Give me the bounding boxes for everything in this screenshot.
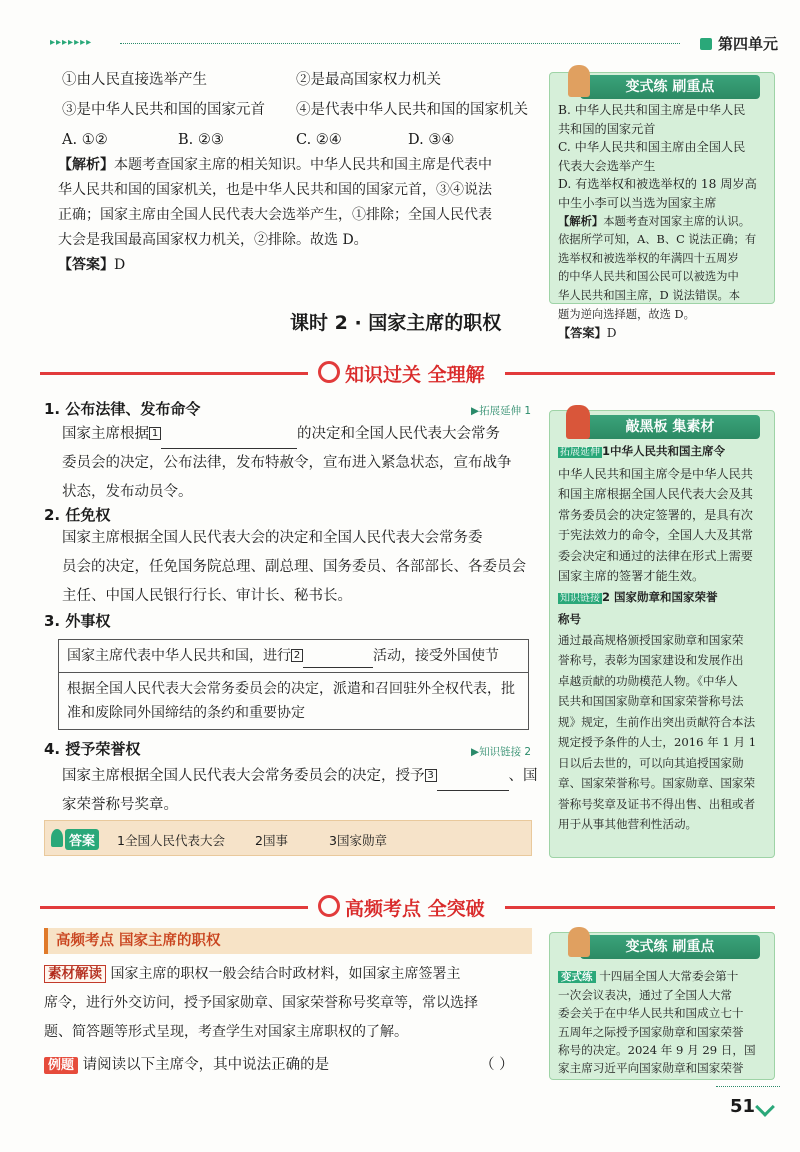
lesson-title: 课时 2 · 国家主席的职权 xyxy=(290,312,502,334)
s4-text: 家荣誉称号奖章。 xyxy=(62,797,178,813)
side-top-lines xyxy=(558,101,773,343)
section-4-tag[interactable]: ▶知识链接 2 xyxy=(471,746,532,758)
analysis-line: 华人民共和国的国家机关，也是中华人民共和国的国家元首，③④说法 xyxy=(58,182,492,198)
side-bottom-lines xyxy=(558,967,772,1077)
answers-label: 答案 xyxy=(65,829,99,850)
side-line: 共和国的国家元首 xyxy=(558,121,656,136)
analysis-label: 【解析】 xyxy=(58,157,114,173)
side-line: D. 有选举权和被选举权的 18 周岁高 xyxy=(558,177,757,192)
material-line: 席令，进行外交访问，授予国家勋章、国家荣誉称号奖章等，常以选择 xyxy=(44,995,478,1011)
example-label: 例题 xyxy=(44,1057,78,1074)
side-line: 称号的决定。2024 年 9 月 29 日，国 xyxy=(558,1042,756,1057)
side-line: 代表大会选举产生 xyxy=(558,158,656,173)
material-line: 国家主席的职权一般会结合时政材料，如国家主席签署主 xyxy=(110,966,461,982)
side-head: 称号 xyxy=(558,612,581,626)
side-line: 卓越贡献的功勋模范人物。《中华人 xyxy=(558,673,738,688)
option-4: ④是代表中华人民共和国的国家机关 xyxy=(296,102,528,118)
analysis-line: 正确；国家主席由全国人民代表大会选举产生，①排除；全国人民代表 xyxy=(58,207,492,223)
section-2-head: 2. 任免权 xyxy=(44,506,111,524)
banner-knowledge: 知识过关 全理解 xyxy=(345,364,485,386)
fill-blank-1[interactable] xyxy=(161,431,297,449)
key-icon xyxy=(51,829,63,847)
key-point-title: 高频考点 国家主席的职权 xyxy=(44,928,532,954)
side-line: 规定授予条件的人士，2016 年 1 月 1 xyxy=(558,735,757,749)
option-2: ②是最高国家权力机关 xyxy=(296,72,441,88)
s2-text: 主任、中国人民银行行长、审计长、秘书长。 xyxy=(62,588,352,604)
variant-tag: 变式练 xyxy=(558,971,596,983)
side-title: 变式练 刷重点 xyxy=(580,935,760,959)
s1-text: 的决定和全国人民代表大会常务 xyxy=(297,426,500,442)
student-figure-icon xyxy=(568,927,590,957)
banner-line-left xyxy=(40,906,308,909)
s3-text: 根据全国人民代表大会常务委员会的决定，派遣和召回驻外全权代表，批 xyxy=(67,681,515,697)
side-line: 民共和国国家勋章和国家荣誉称号法 xyxy=(558,694,744,708)
answer-value: D xyxy=(114,257,126,273)
answer-label: 【答案】 xyxy=(58,257,114,273)
side-analysis-line: 华人民共和国主席，D 说法错误。本 xyxy=(558,288,741,302)
section-4-body xyxy=(62,762,542,820)
side-line: 日以后去世的，可以向其追授国家勋 xyxy=(558,755,744,770)
option-3: ③是中华人民共和国的国家元首 xyxy=(62,102,265,118)
tag-link: 知识链接 xyxy=(560,592,600,604)
side-line: 中生小李可以当选为国家主席 xyxy=(558,195,717,210)
side-practice-box-bottom xyxy=(549,932,775,1080)
s2-text: 员会的决定，任免国务院总理、副总理、国务委员、各部部长、各委员会 xyxy=(62,559,526,575)
banner-line-right xyxy=(505,372,775,375)
side-line: 十四届全国人大常委会第十 xyxy=(599,969,739,983)
knowledge-icon xyxy=(318,361,340,383)
s1-text: 国家主席根据 xyxy=(62,426,149,442)
side-line: B. 中华人民共和国主席是中华人民 xyxy=(558,103,746,117)
side-analysis-line: 题为逆向选择题，故选 D。 xyxy=(558,307,695,321)
page-number: 51 xyxy=(730,1096,756,1117)
side-line: 委会决定和通过的法律在形式上需要 xyxy=(558,548,753,563)
student-figure-icon xyxy=(568,65,590,97)
blank-number: 3 xyxy=(425,769,437,782)
section-1-tag[interactable]: ▶拓展延伸 1 xyxy=(471,405,532,417)
s1-text: 委员会的决定，公布法律，发布特赦令，宣布进入紧急状态，宣布战争 xyxy=(62,455,512,471)
section-3-head: 3. 外事权 xyxy=(44,612,111,630)
material-line: 题、简答题等形式呈现，考查学生对国家主席职权的了解。 xyxy=(44,1024,408,1040)
section-2-body xyxy=(62,524,542,611)
target-icon xyxy=(318,895,340,917)
choice-c: C. ②④ xyxy=(296,132,342,148)
header-divider xyxy=(120,43,680,44)
side-analysis-line: 依据所学可知，A、B、C 说法正确；有 xyxy=(558,233,757,247)
table-row xyxy=(59,640,528,673)
side-head: 2 国家勋章和国家荣誉 xyxy=(602,589,718,604)
blank-number: 1 xyxy=(149,427,161,440)
side-answer-value: D xyxy=(606,326,617,341)
material-label: 素材解读 xyxy=(44,965,106,983)
side-analysis-line: 选举权和被选举权的年满四十五周岁 xyxy=(558,251,739,265)
side-analysis-line: 的中华人民共和国公民可以被选为中 xyxy=(558,270,739,284)
side-line: C. 中华人民共和国主席由全国人民 xyxy=(558,140,746,155)
answer-item-2: 2国事 xyxy=(255,833,288,848)
s3-text: 活动，接受外国使节 xyxy=(373,648,499,664)
banner-high-frequency: 高频考点 全突破 xyxy=(345,898,485,920)
side-line: 章、国家荣誉称号。国家勋章、国家荣 xyxy=(558,776,756,790)
fill-blank-3[interactable] xyxy=(437,773,509,791)
choice-b: B. ②③ xyxy=(178,132,224,148)
side-line: 于宪法效力的命令，全国人大及其常 xyxy=(558,528,753,542)
foreign-affairs-table xyxy=(58,639,529,730)
analysis-line: 大会是我国最高国家权力机关，②排除。故选 D。 xyxy=(58,232,368,248)
choice-d: D. ③④ xyxy=(408,132,455,148)
banner-line-left xyxy=(40,372,308,375)
example-text: 请阅读以下主席令，其中说法正确的是 xyxy=(82,1057,330,1073)
section-1-body xyxy=(62,420,542,507)
answer-paren[interactable]: （ ） xyxy=(480,1057,514,1073)
answer-item-3: 3国家勋章 xyxy=(329,833,387,848)
option-1: ①由人民直接选举产生 xyxy=(62,72,207,88)
material-block xyxy=(44,960,532,1047)
side-line: 誉称号，表彰为国家建设和发展作出 xyxy=(558,653,744,667)
side-line: 国家主席的签署才能生效。 xyxy=(558,569,705,583)
table-row xyxy=(59,673,528,729)
side-line: 一次会议表决，通过了全国人大常 xyxy=(558,988,732,1003)
side-title: 变式练 刷重点 xyxy=(580,75,760,99)
section-4-head: 4. 授予荣誉权 xyxy=(44,740,141,758)
answers-box xyxy=(44,820,532,856)
side-line: 委会关于在中华人民共和国成立七十 xyxy=(558,1006,744,1021)
side-answer-label: 【答案】 xyxy=(558,326,607,341)
side-analysis-label: 【解析】 xyxy=(558,214,604,228)
side-line: 中华人民共和国主席令是中华人民共 xyxy=(558,466,753,481)
s3-text: 国家主席代表中华人民共和国，进行 xyxy=(67,648,291,664)
side-material-box xyxy=(549,410,775,858)
example-row xyxy=(44,1053,329,1074)
side-title: 敲黑板 集素材 xyxy=(580,415,760,439)
s4-text: 、国 xyxy=(508,768,538,784)
header-arrows: ▸▸▸▸▸▸▸ xyxy=(50,37,93,48)
side-line: 规》规定，生前作出突出贡献符合本法 xyxy=(558,714,756,729)
answer-item-1: 1全国人民代表大会 xyxy=(117,833,225,848)
side-analysis-line: 本题考查对国家主席的认识。 xyxy=(603,214,751,228)
banner-line-right xyxy=(505,906,775,909)
teacher-figure-icon xyxy=(566,405,590,439)
side-line: 通过最高规格颁授国家勋章和国家荣 xyxy=(558,632,744,647)
tag-extension: 拓展延伸 xyxy=(560,447,600,458)
side-mid-content xyxy=(558,441,772,835)
s4-text: 国家主席根据全国人民代表大会常务委员会的决定，授予 xyxy=(62,768,425,784)
side-line: 和国主席根据全国人民代表大会及其 xyxy=(558,487,753,501)
side-line: 常务委员会的决定签署的，是具有次 xyxy=(558,507,753,522)
side-line: 五周年之际授予国家勋章和国家荣誉 xyxy=(558,1024,744,1039)
blank-number: 2 xyxy=(291,649,303,662)
s3-text: 准和废除同外国缔结的条约和重要协定 xyxy=(67,705,305,721)
side-line: 用于从事其他营利性活动。 xyxy=(558,817,698,831)
unit-marker-icon xyxy=(700,38,712,50)
s1-text: 状态，发布动员令。 xyxy=(62,484,193,500)
choice-a: A. ①② xyxy=(62,132,108,148)
fill-blank-2[interactable] xyxy=(303,650,373,668)
unit-title: 第四单元 xyxy=(718,35,779,53)
side-practice-box-top xyxy=(549,72,775,341)
s2-text: 国家主席根据全国人民代表大会的决定和全国人民代表大会常务委 xyxy=(62,530,483,546)
side-head: 1中华人民共和国主席令 xyxy=(602,444,726,458)
side-line: 家主席习近平向国家勋章和国家荣誉 xyxy=(558,1061,744,1076)
side-line: 誉称号奖章及证书不得出售、出租或者 xyxy=(558,796,756,811)
section-1-head: 1. 公布法律、发布命令 xyxy=(44,400,201,418)
analysis-line: 本题考查国家主席的相关知识。中华人民共和国主席是代表中 xyxy=(114,157,492,173)
analysis-block xyxy=(58,153,538,278)
